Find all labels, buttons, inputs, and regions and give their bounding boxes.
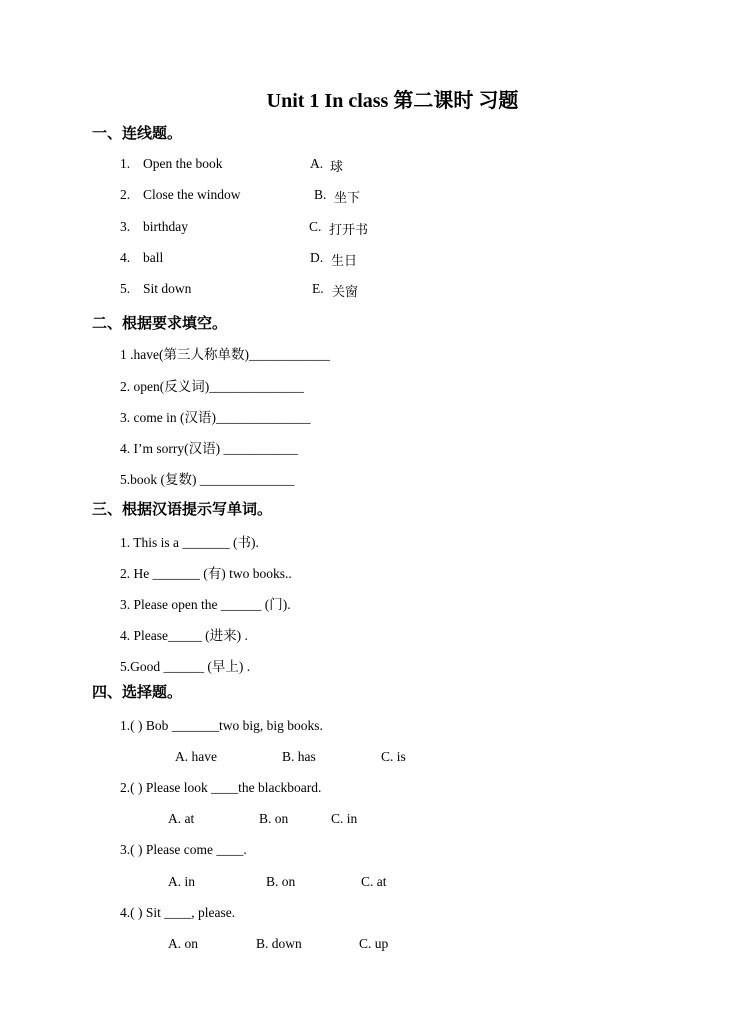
word-item-5: 5.Good ______ (早上) . bbox=[120, 659, 251, 674]
matching-right-letter-3: C. bbox=[309, 219, 322, 234]
matching-right-text-1: 球 bbox=[330, 160, 344, 175]
choice-3-option-a: A. in bbox=[168, 874, 195, 889]
matching-right-text-3: 打开书 bbox=[329, 223, 369, 238]
choice-question-1: 1.( ) Bob _______two big, big books. bbox=[120, 718, 323, 733]
choice-2-option-c: C. in bbox=[331, 811, 358, 826]
choice-1-option-b: B. has bbox=[282, 749, 316, 764]
matching-right-letter-2: B. bbox=[314, 187, 327, 202]
word-item-2: 2. He _______ (有) two books.. bbox=[120, 566, 292, 581]
fill-item-5: 5.book (复数) ______________ bbox=[120, 472, 295, 487]
matching-left-text-5: Sit down bbox=[143, 281, 192, 296]
matching-right-text-5: 关窗 bbox=[332, 285, 359, 300]
choice-question-4: 4.( ) Sit ____, please. bbox=[120, 905, 236, 920]
matching-right-letter-5: E. bbox=[312, 281, 324, 296]
fill-item-3: 3. come in (汉语)______________ bbox=[120, 410, 311, 425]
section1-heading: 一、连线题。 bbox=[92, 124, 183, 142]
choice-4-option-c: C. up bbox=[359, 936, 389, 951]
fill-item-1: 1 .have(第三人称单数)____________ bbox=[120, 347, 330, 362]
matching-left-text-1: Open the book bbox=[143, 156, 223, 171]
word-item-4: 4. Please_____ (进来) . bbox=[120, 628, 248, 643]
word-item-3: 3. Please open the ______ (门). bbox=[120, 597, 291, 612]
choice-question-2: 2.( ) Please look ____the blackboard. bbox=[120, 780, 322, 795]
matching-right-letter-4: D. bbox=[310, 250, 324, 265]
choice-4-option-a: A. on bbox=[168, 936, 198, 951]
section2-heading: 二、根据要求填空。 bbox=[92, 314, 228, 332]
section3-heading: 三、根据汉语提示写单词。 bbox=[92, 500, 273, 518]
matching-left-num-5: 5. bbox=[120, 281, 131, 296]
matching-right-text-4: 生日 bbox=[331, 254, 358, 269]
word-item-1: 1. This is a _______ (书). bbox=[120, 535, 259, 550]
choice-1-option-a: A. have bbox=[175, 749, 217, 764]
matching-left-text-3: birthday bbox=[143, 219, 188, 234]
choice-2-option-b: B. on bbox=[259, 811, 289, 826]
page-title: Unit 1 In class 第二课时 习题 bbox=[266, 90, 519, 112]
matching-left-text-4: ball bbox=[143, 250, 164, 265]
choice-1-option-c: C. is bbox=[381, 749, 406, 764]
matching-left-num-1: 1. bbox=[120, 156, 131, 171]
choice-3-option-b: B. on bbox=[266, 874, 296, 889]
choice-2-option-a: A. at bbox=[168, 811, 195, 826]
choice-4-option-b: B. down bbox=[256, 936, 302, 951]
matching-left-num-3: 3. bbox=[120, 219, 131, 234]
matching-right-text-2: 坐下 bbox=[334, 191, 361, 206]
matching-left-num-2: 2. bbox=[120, 187, 131, 202]
choice-3-option-c: C. at bbox=[361, 874, 387, 889]
matching-left-text-2: Close the window bbox=[143, 187, 241, 202]
section4-heading: 四、选择题。 bbox=[92, 683, 183, 701]
matching-right-letter-1: A. bbox=[310, 156, 324, 171]
choice-question-3: 3.( ) Please come ____. bbox=[120, 842, 247, 857]
fill-item-2: 2. open(反义词)______________ bbox=[120, 379, 304, 394]
matching-left-num-4: 4. bbox=[120, 250, 131, 265]
fill-item-4: 4. I’m sorry(汉语) ___________ bbox=[120, 441, 298, 456]
